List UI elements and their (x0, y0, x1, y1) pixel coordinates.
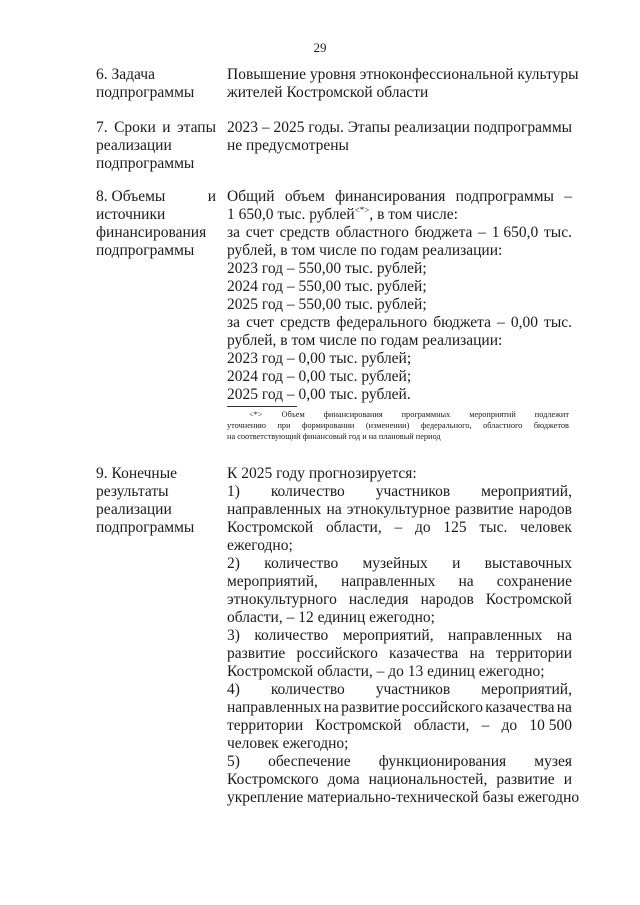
label-line (96, 119, 216, 137)
text-line: 2025 год – 550,00 тыс. рублей; (227, 296, 427, 313)
word: программных (401, 410, 451, 419)
word: количество (270, 681, 345, 698)
word: бюджета (433, 314, 492, 331)
footnote-line (227, 409, 569, 420)
word: объем (284, 188, 325, 205)
word: при (277, 421, 291, 430)
label-line: 6. Задача (96, 66, 155, 83)
word: тыс. (544, 314, 572, 331)
word: мероприятий, (342, 627, 434, 644)
text-line: рублей, в том числе по годам реализации: (227, 242, 503, 259)
word: формировании (302, 421, 355, 430)
page-number: 29 (313, 40, 327, 55)
word: подпрограммы (455, 188, 554, 205)
row-content (227, 66, 579, 102)
word: развитие (496, 771, 555, 788)
text-line (227, 627, 572, 645)
word: Костромской (315, 717, 402, 734)
word: музея (534, 753, 572, 770)
total-suffix: , в том числе: (369, 206, 458, 223)
word: количество (270, 483, 345, 500)
word: Костромской (485, 591, 572, 608)
text-line: 2025 год – 0,00 тыс. рублей. (227, 386, 411, 403)
word: направленных (227, 501, 322, 518)
word: Костромской (227, 519, 314, 536)
word: этнокультурного (227, 591, 337, 608)
word: (изменении) (365, 421, 410, 430)
word: дома (327, 771, 360, 788)
text-line: укрепление материально-технической базы ежегодно (227, 789, 580, 806)
footnote-line (227, 420, 569, 431)
word: бюджета (414, 224, 473, 241)
word: подлежит (534, 410, 569, 419)
word: до (414, 519, 431, 536)
text-line (227, 555, 572, 573)
label-line: реализации (96, 501, 172, 518)
text-line: не предусмотрены (227, 137, 349, 154)
word: за (227, 224, 241, 241)
word: тыс. (479, 519, 508, 536)
text-line (227, 573, 572, 591)
word: музейных (362, 555, 428, 572)
text-line (227, 717, 572, 735)
word: средств (280, 314, 331, 331)
word: тыс. (544, 224, 572, 241)
word: Костромского (227, 771, 319, 788)
word: количество (264, 555, 339, 572)
text-line (227, 753, 572, 771)
text-line (227, 501, 572, 519)
word: казачества (485, 699, 555, 716)
word: участников (375, 483, 451, 500)
word: области, (326, 519, 382, 536)
text-line: 2023 год – 550,00 тыс. рублей; (227, 260, 427, 277)
word: этнокультурное (346, 501, 451, 518)
row-label (96, 66, 216, 102)
word: областного (483, 421, 523, 430)
text-line (227, 314, 572, 332)
word: мероприятий (469, 410, 516, 419)
text-line: человек ежегодно; (227, 735, 349, 752)
text-line: Костромской области, – до 13 единиц ежегодно; (227, 663, 545, 680)
word: на (556, 699, 572, 716)
word: уточнению (227, 421, 266, 430)
label-line: источники (96, 206, 166, 223)
row-content (227, 119, 572, 155)
total-amount: 1 650,0 тыс. рублей (227, 206, 355, 223)
word: российского (401, 699, 483, 716)
word: выставочных (484, 555, 572, 572)
word: мероприятий, (481, 483, 572, 500)
word: направленных (340, 573, 436, 590)
word: территории (227, 717, 304, 734)
text-line: 2024 год – 0,00 тыс. рублей; (227, 368, 412, 385)
text-line (227, 188, 572, 206)
text-line (227, 645, 572, 663)
word: 1) (227, 483, 240, 500)
word: и (452, 555, 461, 572)
word: функционирования (378, 753, 507, 770)
word: и (207, 188, 216, 205)
word: 2) (227, 555, 240, 572)
label-line: результаты (96, 483, 169, 500)
word: средств (279, 224, 330, 241)
text-line: рублей, в том числе по годам реализации: (227, 332, 503, 349)
row-label (96, 188, 216, 260)
word: развитие (455, 501, 514, 518)
text-line (227, 699, 572, 717)
word: национальностей, (368, 771, 488, 788)
footnote-mark: <*> (249, 410, 263, 419)
word: мероприятий, (481, 681, 572, 698)
word: и (162, 119, 171, 136)
word: 8. Объемы (96, 188, 166, 205)
text-line: 2024 год – 550,00 тыс. рублей; (227, 278, 427, 295)
word: областного (335, 224, 409, 241)
word: направленных (227, 699, 322, 716)
footnote-mark: <*> (354, 205, 370, 215)
word: участников (375, 681, 451, 698)
word: счет (246, 314, 275, 331)
word: мероприятий, (227, 573, 318, 590)
word: этапы (177, 119, 216, 136)
footnote-line: на соответствующий финансовый год и на плановый период (227, 432, 441, 441)
footnote-separator (227, 406, 297, 407)
text-line: 2023 год – 0,00 тыс. рублей; (227, 350, 412, 367)
word: 1 650,0 (491, 224, 539, 241)
word: 0,00 (510, 314, 538, 331)
text-line: 2023 – 2025 годы. Этапы реализации подпрограммы (227, 119, 573, 136)
word: – (394, 519, 403, 536)
word: на (469, 645, 485, 662)
word: финансирования (323, 410, 383, 419)
label-line: подпрограммы (96, 519, 195, 536)
word: Общий (227, 188, 275, 205)
row-content (227, 465, 580, 807)
word: на (458, 573, 474, 590)
footnote (227, 409, 569, 442)
text-line: области, – 12 единиц ежегодно; (227, 609, 435, 626)
word: до (501, 717, 518, 734)
word: на (326, 501, 342, 518)
word: количество (254, 627, 329, 644)
word: за (227, 314, 241, 331)
word: территории (495, 645, 572, 662)
label-line: реализации (96, 137, 172, 154)
word: развитие (227, 645, 286, 662)
text-line: К 2025 году прогнозируется: (227, 465, 417, 482)
word: финансирования (335, 188, 446, 205)
label-line: подпрограммы (96, 84, 195, 101)
word: – (497, 314, 505, 331)
word: народов (518, 501, 572, 518)
word: 125 (443, 519, 467, 536)
word: Объем (281, 410, 305, 419)
word: счет (245, 224, 274, 241)
label-line: подпрограммы (96, 155, 195, 172)
word: – (564, 188, 572, 205)
row-label (96, 465, 216, 537)
word: и (563, 771, 572, 788)
word: федерального (336, 314, 428, 331)
word: Сроки (114, 119, 156, 136)
word: 7. (96, 119, 108, 136)
word: – (481, 717, 490, 734)
text-line: жителей Костромской области (227, 84, 429, 101)
word: наследия (348, 591, 409, 608)
word: народов (420, 591, 474, 608)
text-line (227, 771, 572, 789)
word: федерального, (420, 421, 472, 430)
word: области, (413, 717, 470, 734)
word: – (478, 224, 486, 241)
word: бюджетов (533, 421, 569, 430)
text-line (227, 519, 572, 537)
text-line (227, 224, 572, 242)
word: 5) (227, 753, 240, 770)
word: человек (520, 519, 572, 536)
word: направленных (448, 627, 543, 644)
label-line: финансирования (96, 224, 207, 241)
label-line: подпрограммы (96, 242, 195, 259)
row-label (96, 119, 216, 173)
word: российского (296, 645, 378, 662)
word: на (323, 699, 339, 716)
word: на (556, 627, 572, 644)
text-line: ежегодно; (227, 537, 293, 554)
text-line: Повышение уровня этноконфессиональной культуры (227, 66, 579, 83)
label-line (96, 188, 216, 206)
row-content (227, 188, 572, 404)
word: казачества (389, 645, 459, 662)
text-line (227, 483, 572, 501)
word: развитие (341, 699, 400, 716)
text-line (227, 681, 572, 699)
word: 4) (227, 681, 240, 698)
text-line (227, 206, 572, 224)
label-line: 9. Конечные (96, 465, 177, 482)
word: 3) (227, 627, 240, 644)
text-line (227, 591, 572, 609)
word: 10 500 (529, 717, 572, 734)
word: обеспечение (268, 753, 351, 770)
word: сохранение (496, 573, 572, 590)
